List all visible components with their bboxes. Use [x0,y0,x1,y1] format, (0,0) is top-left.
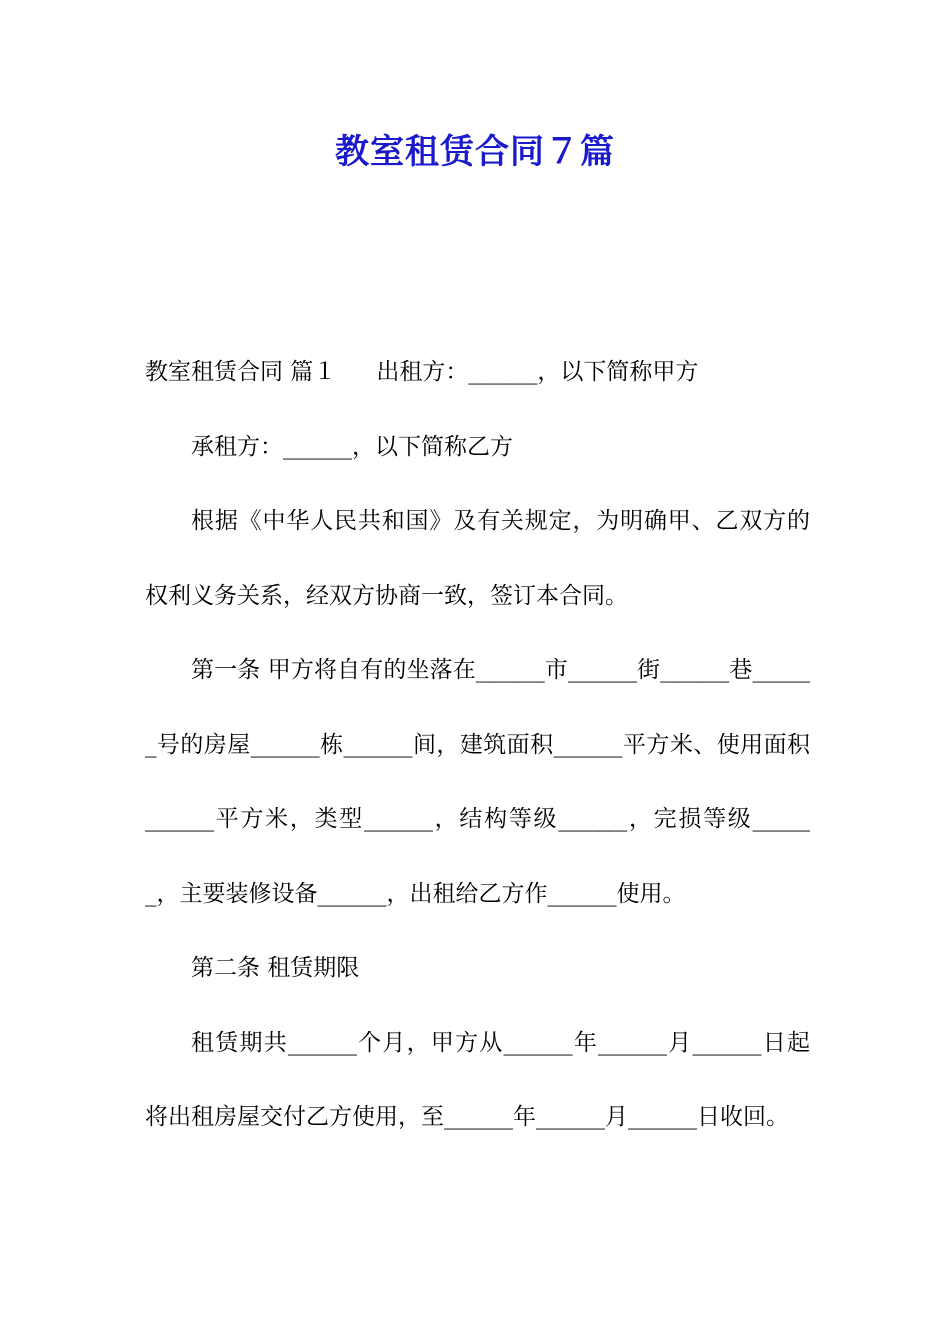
preamble-paragraph: 根据《中华人民共和国》及有关规定，为明确甲、乙双方的权利义务关系，经双方协商一致，签订本合同。 [145,508,810,609]
heading-paragraph [145,335,810,410]
article-two-heading: 第二条 租赁期限 [191,955,360,981]
lessor-line: 出租方：______，以下简称甲方 [376,359,699,385]
lease-term-paragraph: 租赁期共______个月，甲方从______年______月______日起将出租房屋交付乙方使用，至______年______月______日收回。 [145,1029,810,1130]
article-one-paragraph: 第一条 甲方将自有的坐落在______市______街______巷______号的房屋______栋______间，建筑面积______平方米、使用面积______平方米，类型______，结构等级______，完损等级______，主要装修设备______，出租给乙方作______使用。 [145,657,810,907]
lessee-line: 承租方：______，以下简称乙方 [191,433,513,460]
document-body [145,335,810,1155]
document-title: 教室租赁合同７篇 [335,132,615,172]
contract-heading: 教室租赁合同 篇１ [145,359,337,385]
